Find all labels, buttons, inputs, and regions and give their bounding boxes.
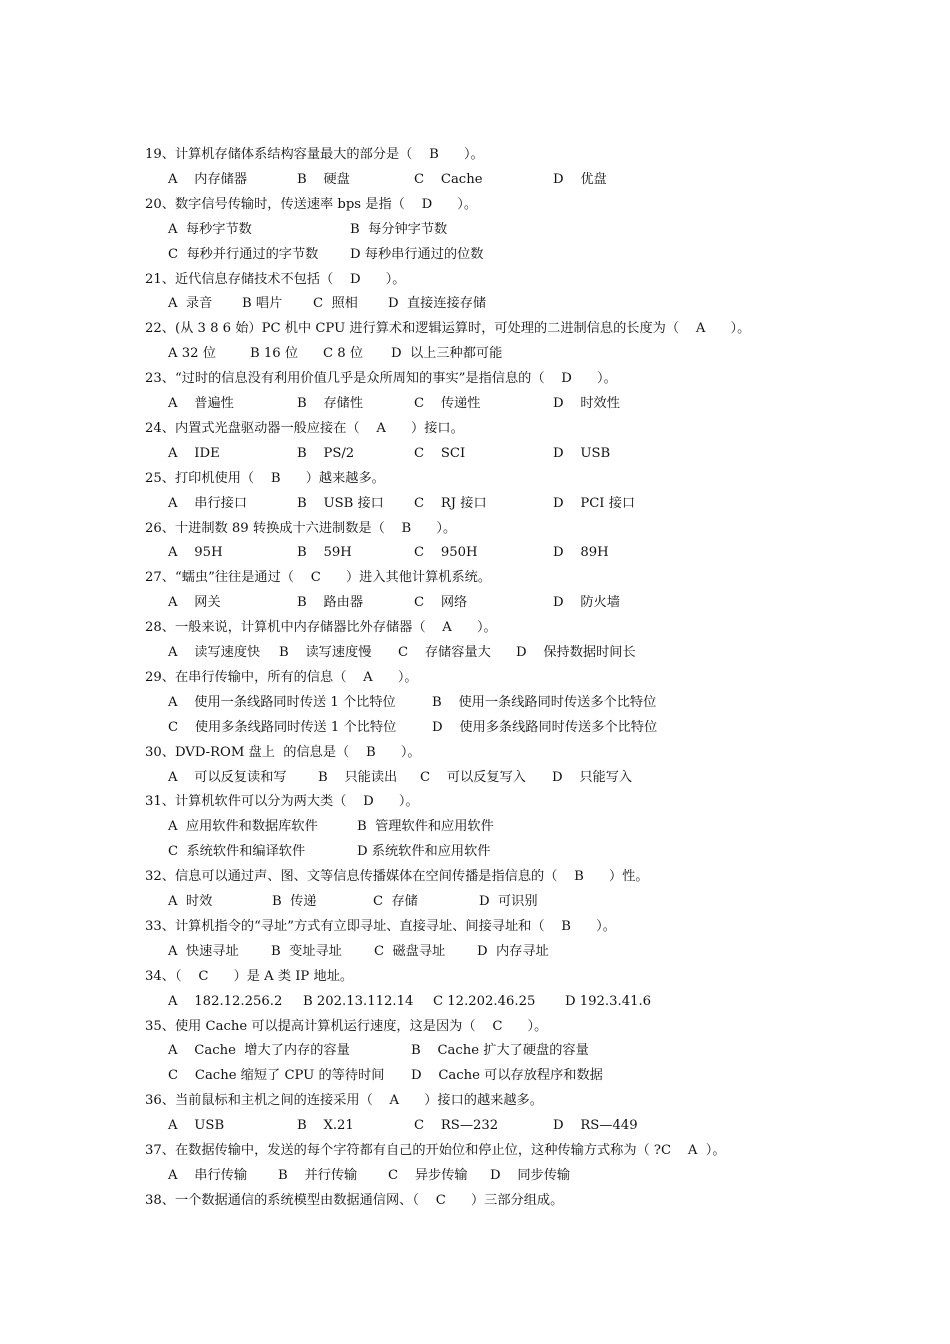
answer-option: B 每分钟字节数 [350,221,448,237]
answer-option: D 使用多条线路同时传送多个比特位 [432,719,658,735]
answer-option: D 优盘 [553,171,607,187]
answer-option: D 192.3.41.6 [565,993,652,1009]
answer-option: A 读写速度快 [168,645,261,660]
question-stem: 35、使用 Cache 可以提高计算机运行速度，这是因为（ C ）。 [145,1018,548,1034]
answer-option: B 唱片 [242,296,283,312]
answer-option: C RS—232 [414,1118,499,1134]
answer-option: D 系统软件和应用软件 [357,844,491,860]
answer-option: C 磁盘寻址 [374,943,446,959]
question-stem: 34、（ C ）是 A 类 IP 地址。 [145,968,354,984]
answer-option: C 每秒并行通过的字节数 [168,246,319,262]
answer-option: C 网络 [414,595,468,611]
answer-option: C Cache 缩短了 CPU 的等待时间 [168,1068,385,1084]
answer-option: D USB [553,445,611,461]
answer-option: B 路由器 [297,595,364,611]
answer-option: D 每秒串行通过的位数 [350,246,484,262]
answer-option: A USB [168,1118,225,1134]
answer-option: A 网关 [168,595,221,611]
answer-option: C 12.202.46.25 [433,993,536,1009]
answer-option: A 可以反复读和写 [168,769,287,785]
question-stem: 32、信息可以通过声、图、文等信息传播媒体在空间传播是指信息的（ B ）性。 [145,869,649,885]
answer-option: C 950H [414,545,478,561]
answer-option: D 同步传输 [490,1167,571,1183]
answer-option: B 使用一条线路同时传送多个比特位 [432,694,657,710]
question-stem: 33、计算机指令的“寻址”方式有立即寻址、直接寻址、间接寻址和（ B ）。 [145,918,616,934]
answer-option: B 16 位 [250,346,299,362]
answer-option: A 内存储器 [168,171,248,187]
answer-option: A 182.12.256.2 [168,993,283,1009]
answer-option: D 保持数据时间长 [516,645,636,660]
answer-option: C RJ 接口 [414,495,487,511]
question-stem: 21、近代信息存储技术不包括（ D ）。 [145,271,406,287]
question-stem: 27、“蠕虫”往往是通过（ C ）进入其他计算机系统。 [145,570,492,586]
answer-option: D RS—449 [553,1118,638,1134]
answer-option: C SCI [414,445,466,461]
question-stem: 28、一般来说，计算机中内存储器比外存储器（ A ）。 [145,620,497,636]
question-stem: 36、当前鼠标和主机之间的连接采用（ A ）接口的越来越多。 [145,1093,543,1109]
answer-option: D 时效性 [553,396,620,411]
answer-option: C 可以反复写入 [420,769,526,785]
answer-option: B 变址寻址 [271,943,342,959]
answer-option: D 防火墙 [553,595,620,611]
question-stem: 22、(从 3 8 6 始）PC 机中 CPU 进行算术和逻辑运算时，可处理的二进制信息的长度为（ A ）。 [145,321,751,337]
answer-option: B 202.13.112.14 [303,993,414,1009]
answer-option: C 系统软件和编译软件 [168,844,306,860]
answer-option: D 只能写入 [552,769,633,785]
answer-option: A 录音 [168,296,213,312]
answer-option: C 存储容量大 [398,645,491,660]
answer-option: B 并行传输 [278,1167,358,1183]
answer-option: B 读写速度慢 [279,645,372,660]
answer-option: A 每秒字节数 [168,221,252,237]
question-stem: 20、数字信号传输时，传送速率 bps 是指（ D ）。 [145,196,478,212]
answer-option: C 8 位 [323,346,364,362]
answer-option: C 使用多条线路同时传送 1 个比特位 [168,719,397,735]
answer-option: A Cache 增大了内存的容量 [168,1043,350,1059]
answer-option: A 应用软件和数据库软件 [168,819,318,835]
answer-option: B USB 接口 [297,495,384,511]
answer-option: A 串行接口 [168,495,248,511]
answer-option: D 内存寻址 [477,943,549,959]
answer-option: B 管理软件和应用软件 [357,819,494,835]
answer-option: D 可识别 [479,894,538,909]
answer-option: D 89H [553,545,609,561]
answer-option: A 95H [168,545,223,561]
answer-option: A 时效 [168,894,213,909]
answer-option: D Cache 可以存放程序和数据 [411,1068,603,1084]
answer-option: B 存储性 [297,396,364,411]
answer-option: A 普遍性 [168,396,234,411]
question-stem: 24、内置式光盘驱动器一般应接在（ A ）接口。 [145,420,464,436]
answer-option: B 只能读出 [318,769,398,785]
answer-option: A IDE [168,445,220,461]
answer-option: A 串行传输 [168,1167,248,1183]
answer-option: B 硬盘 [297,171,350,187]
answer-option: B 59H [297,545,352,561]
question-stem: 23、“过时的信息没有利用价值几乎是众所周知的事实”是指信息的（ D ）。 [145,371,617,387]
question-stem: 25、打印机使用（ B ）越来越多。 [145,470,385,486]
answer-option: C 异步传输 [388,1167,468,1183]
answer-option: B 传递 [272,894,317,909]
answer-option: D 以上三种都可能 [391,346,503,362]
question-stem: 29、在串行传输中，所有的信息（ A ）。 [145,669,418,685]
question-stem: 37、在数据传输中，发送的每个字符都有自己的开始位和停止位，这种传输方式称为（ ?C A ）。 [145,1143,726,1158]
question-stem: 31、计算机软件可以分为两大类（ D ）。 [145,794,419,810]
answer-option: B Cache 扩大了硬盘的容量 [411,1043,589,1059]
answer-option: D 直接连接存储 [388,296,487,312]
question-stem: 26、十进制数 89 转换成十六进制数是（ B ）。 [145,520,457,536]
answer-option: C 传递性 [414,396,481,411]
question-stem: 38、一个数据通信的系统模型由数据通信网、（ C ）三部分组成。 [145,1192,564,1208]
answer-option: C Cache [414,171,483,187]
question-stem: 30、DVD-ROM 盘上 的信息是（ B ）。 [145,744,421,760]
answer-option: C 存储 [373,894,418,909]
answer-option: A 32 位 [168,346,216,362]
answer-option: A 使用一条线路同时传送 1 个比特位 [168,694,396,710]
answer-option: D PCI 接口 [553,495,636,511]
answer-option: B X.21 [297,1118,354,1134]
answer-option: B PS/2 [297,445,355,461]
answer-option: C 照相 [313,296,358,312]
answer-option: A 快速寻址 [168,943,239,959]
question-stem: 19、计算机存储体系结构容量最大的部分是（ B ）。 [145,147,484,162]
